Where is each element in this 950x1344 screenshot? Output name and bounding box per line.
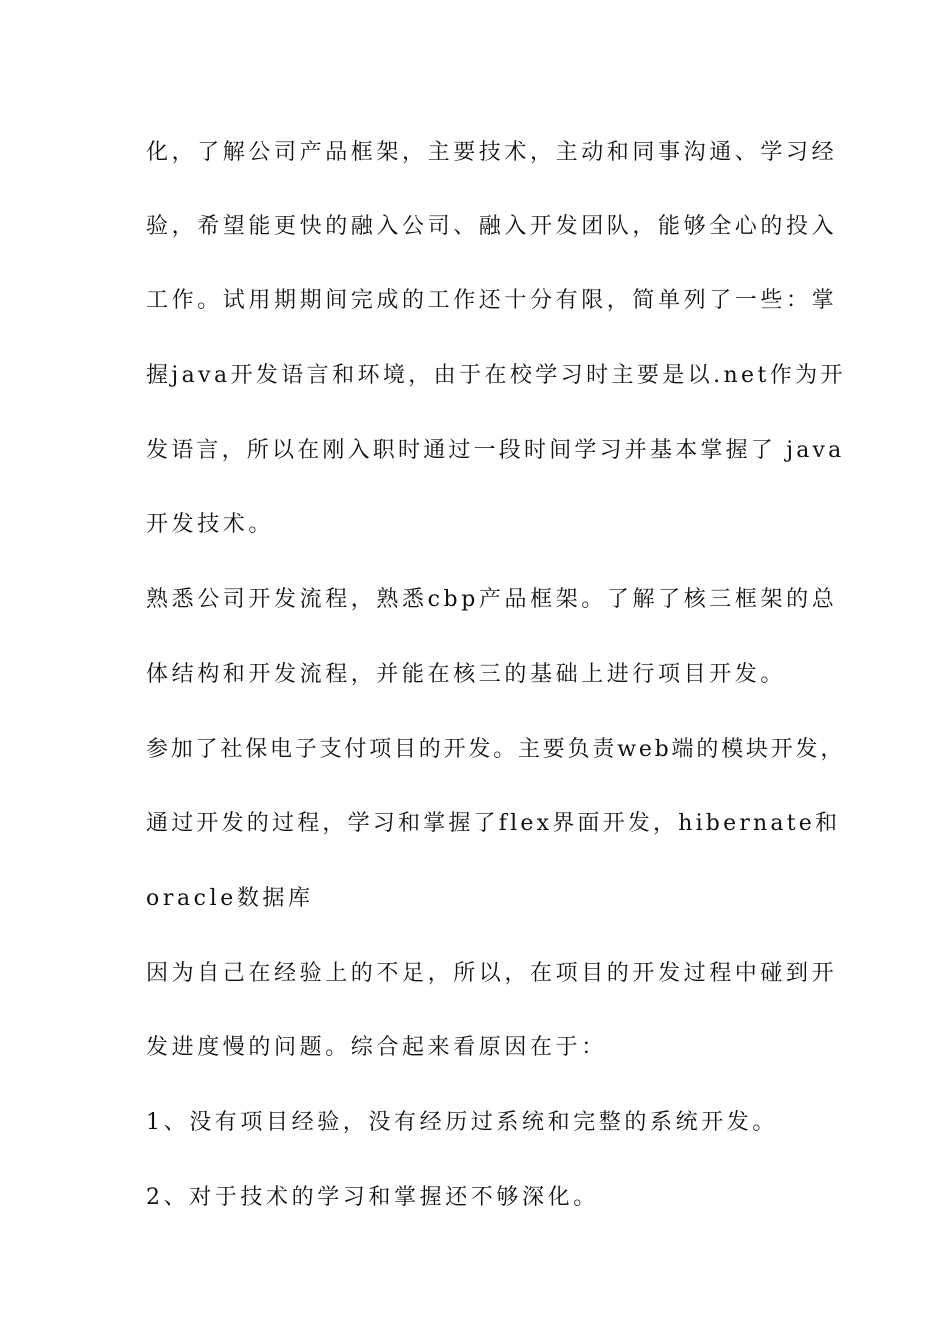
text-line: 熟悉公司开发流程，熟悉cbp产品框架。了解了核三框架的总 <box>146 587 838 612</box>
text-line: 1、没有项目经验，没有经历过系统和完整的系统开发。 <box>146 1110 778 1135</box>
text-line: 发语言，所以在刚入职时通过一段时间学习并基本掌握了 java <box>146 438 845 463</box>
text-line: 握java开发语言和环境，由于在校学习时主要是以.net作为开 <box>146 363 846 388</box>
text-line: 工作。试用期期间完成的工作还十分有限，简单列了一些：掌 <box>146 288 838 313</box>
text-line: 2、对于技术的学习和掌握还不够深化。 <box>146 1185 599 1210</box>
text-line: 化，了解公司产品框架，主要技术，主动和同事沟通、学习经 <box>146 140 838 165</box>
text-line: 通过开发的过程，学习和掌握了flex界面开发，hibernate和 <box>146 811 841 836</box>
text-line: 参加了社保电子支付项目的开发。主要负责web端的模块开发， <box>146 737 846 762</box>
text-line: 验，希望能更快的融入公司、融入开发团队，能够全心的投入 <box>146 214 838 239</box>
text-line: 因为自己在经验上的不足，所以，在项目的开发过程中碰到开 <box>146 961 838 986</box>
text-line: 体结构和开发流程，并能在核三的基础上进行项目开发。 <box>146 662 787 687</box>
text-line: oracle数据库 <box>146 886 314 911</box>
text-line: 开发技术。 <box>146 512 275 537</box>
text-line: 发进度慢的问题。综合起来看原因在于： <box>146 1035 607 1060</box>
